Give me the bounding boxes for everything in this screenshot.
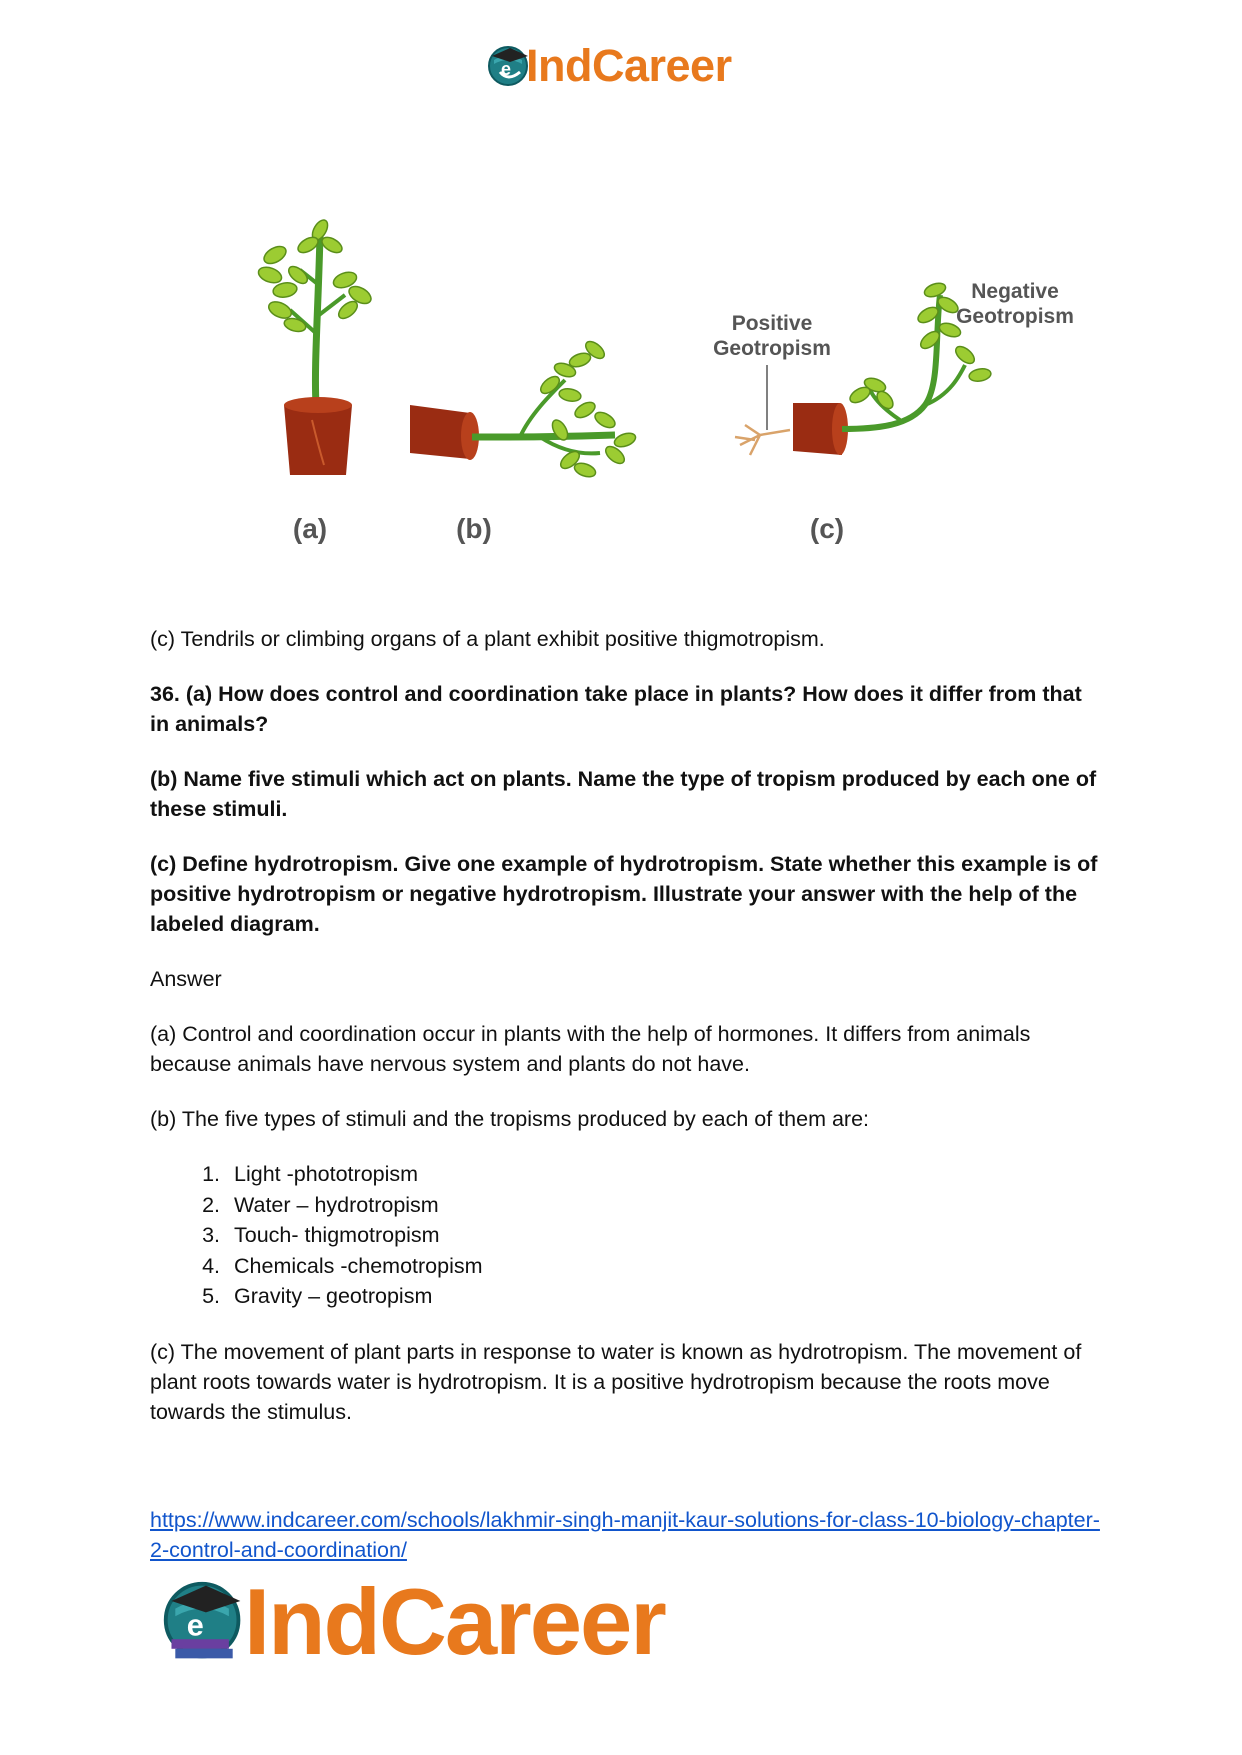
geotropism-figure xyxy=(220,215,1100,560)
svg-text:e: e xyxy=(186,1608,204,1643)
plant-a-illustration xyxy=(256,217,374,475)
figure-label-c: (c) xyxy=(809,513,845,544)
question-36c: (c) Define hydrotropism. Give one example of hydrotropism. State whether this example is of positive hydrotropism or negative hydrotropism. Illustrate your answer with the help of the labeled diagram. xyxy=(150,852,1098,936)
footer-logo xyxy=(160,1569,665,1674)
list-item: 3. Touch- thigmotropism xyxy=(226,1220,1100,1251)
answer-heading: Answer xyxy=(150,967,222,991)
negative-label-line1: Negative xyxy=(971,280,1059,303)
positive-label-line2: Geotropism xyxy=(713,337,831,360)
brand-name: IndCareer xyxy=(526,39,732,91)
figure-label-b: (b) xyxy=(456,513,492,544)
list-item: 1. Light -phototropism xyxy=(226,1159,1100,1190)
footer-brand-name: IndCareer xyxy=(244,1569,665,1674)
header-logo xyxy=(486,39,732,91)
question-36b: (b) Name five stimuli which act on plants. Name the type of tropism produced by each one of these stimuli. xyxy=(150,767,1097,821)
answer-a: (a) Control and coordination occur in plants with the help of hormones. It differs from animals because animals have nervous system and plants do not have. xyxy=(150,1022,1031,1076)
negative-label-line2: Geotropism xyxy=(956,305,1074,328)
question-36a: 36. (a) How does control and coordination take place in plants? How does it differ from that in animals? xyxy=(150,682,1082,736)
figure-label-a: (a) xyxy=(292,513,328,544)
list-item: 2. Water – hydrotropism xyxy=(226,1190,1100,1221)
plant-b-illustration xyxy=(410,338,637,479)
paragraph-tendrils: (c) Tendrils or climbing organs of a plant exhibit positive thigmotropism. xyxy=(150,627,825,651)
list-item: 4. Chemicals -chemotropism xyxy=(226,1251,1100,1282)
answer-c: (c) The movement of plant parts in response to water is known as hydrotropism. The movement of plant roots towards water is hydrotropism. It is a positive hydrotropism because the roots move towards the stimulus. xyxy=(150,1339,1082,1424)
list-item: 5. Gravity – geotropism xyxy=(226,1281,1100,1312)
source-link[interactable]: https://www.indcareer.com/schools/lakhmir-singh-manjit-kaur-solutions-for-class-10-biology-chapter-2-control-and-coordination/ xyxy=(150,1508,1100,1562)
svg-text:e: e xyxy=(501,59,512,79)
globe-books-logo-icon xyxy=(160,1578,248,1666)
stimuli-list xyxy=(150,1159,1100,1312)
document-body xyxy=(150,624,1100,1452)
answer-b: (b) The five types of stimuli and the tropisms produced by each of them are: xyxy=(150,1107,870,1131)
positive-label-line1: Positive xyxy=(731,312,813,335)
plant-c-illustration xyxy=(735,281,992,455)
